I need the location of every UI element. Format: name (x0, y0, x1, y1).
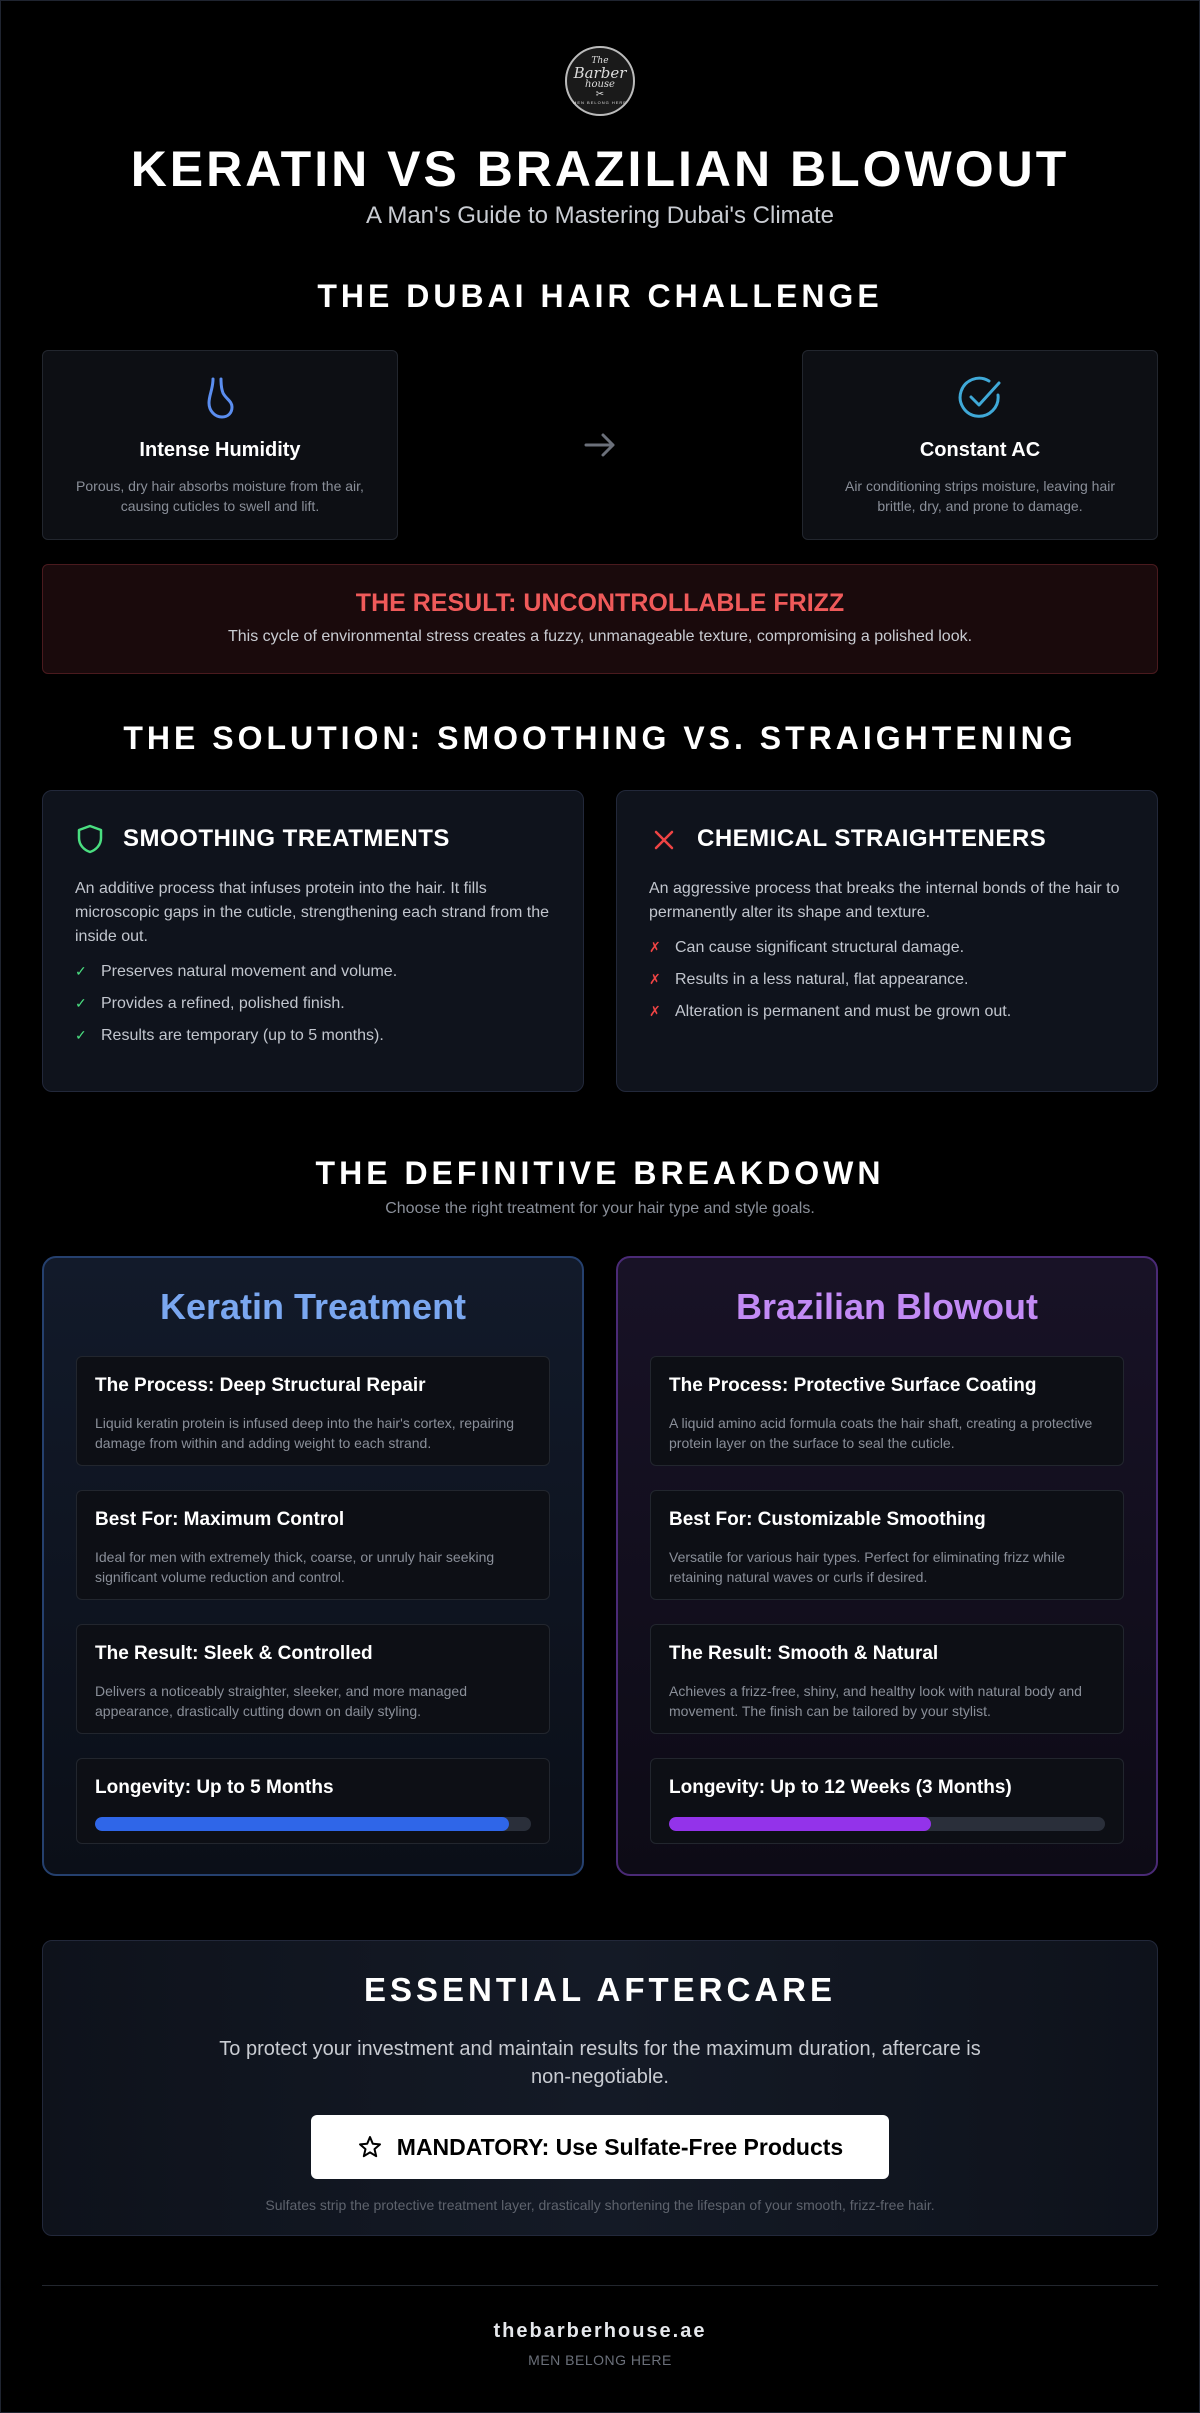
keratin-process-title: The Process: Deep Structural Repair (95, 1375, 426, 1396)
barber-house-logo[interactable] (565, 46, 635, 116)
smoothing-points (75, 963, 551, 1045)
chemical-points (649, 939, 1125, 1021)
keratin-card (42, 1256, 584, 1876)
arrow-right-icon (580, 425, 620, 465)
frizz-result-box (42, 564, 1158, 674)
logo-tagline: MEN BELONG HERE (573, 100, 627, 105)
frizz-result-desc: This cycle of environmental stress creates a fuzzy, unmanageable texture, compromising a polished look. (227, 628, 973, 645)
keratin-result-box (76, 1624, 550, 1734)
cross-icon: ✗ (649, 939, 661, 955)
humidity-card (42, 350, 398, 540)
brazilian-best-desc: Versatile for various hair types. Perfect for eliminating frizz while retaining natural waves or curls if desired. (669, 1549, 1066, 1585)
chemical-desc: An aggressive process that breaks the internal bonds of the hair to permanently alter its shape and texture. (649, 880, 1120, 921)
keratin-longevity-bar (95, 1817, 531, 1831)
footer-site-link[interactable]: thebarberhouse.ae (493, 2320, 707, 2342)
aftercare-desc: To protect your investment and maintain results for the maximum duration, aftercare is non-negotiable. (219, 2038, 981, 2088)
keratin-longevity-box (76, 1758, 550, 1844)
smoothing-desc: An additive process that infuses protein into the hair. It fills microscopic gaps in the cuticle, strengthening each strand from the inside out. (75, 880, 550, 945)
frizz-result-title: THE RESULT: UNCONTROLLABLE FRIZZ (355, 589, 845, 617)
brazilian-longevity-box (650, 1758, 1124, 1844)
aftercare-note: Sulfates strip the protective treatment layer, drastically shortening the lifespan of your smooth, frizz-free hair. (265, 2197, 935, 2213)
aftercare-box (42, 1940, 1158, 2236)
brazilian-card (616, 1256, 1158, 1876)
brazilian-longevity-fill (669, 1817, 931, 1831)
solution-section-title: THE SOLUTION: SMOOTHING VS. STRAIGHTENING (123, 720, 1077, 756)
footer-tagline: MEN BELONG HERE (528, 2352, 672, 2368)
constant-ac-desc: Air conditioning strips moisture, leaving hair brittle, dry, and prone to damage. (844, 478, 1115, 514)
mandatory-label: MANDATORY: Use Sulfate-Free Products (396, 2133, 844, 2160)
smoothing-title: SMOOTHING TREATMENTS (123, 825, 450, 852)
brazilian-process-box (650, 1356, 1124, 1466)
breakdown-subtitle: Choose the right treatment for your hair type and style goals. (385, 1200, 815, 1217)
keratin-title: Keratin Treatment (159, 1286, 467, 1327)
keratin-process-box (76, 1356, 550, 1466)
chemical-card (616, 790, 1158, 1092)
list-item: ✓ Provides a refined, polished finish. (75, 995, 345, 1012)
keratin-best-box (76, 1490, 550, 1600)
breakdown-section-title: THE DEFINITIVE BREAKDOWN (315, 1155, 885, 1191)
list-item: ✓ Preserves natural movement and volume. (75, 963, 398, 980)
check-circle-icon (803, 373, 1157, 423)
list-item: ✓ Results are temporary (up to 5 months). (75, 1027, 384, 1044)
page-subtitle: A Man's Guide to Mastering Dubai's Climate (365, 202, 835, 229)
check-icon: ✓ (75, 995, 87, 1011)
brazilian-best-title: Best For: Customizable Smoothing (669, 1509, 986, 1530)
star-icon (357, 2134, 383, 2160)
keratin-best-title: Best For: Maximum Control (95, 1509, 345, 1530)
footer-divider (42, 2285, 1158, 2286)
constant-ac-card (802, 350, 1158, 540)
aftercare-title: ESSENTIAL AFTERCARE (363, 1971, 837, 2008)
keratin-result-title: The Result: Sleek & Controlled (95, 1643, 373, 1664)
keratin-best-desc: Ideal for men with extremely thick, coarse, or unruly hair seeking significant volume reduction and control. (95, 1549, 495, 1585)
mandatory-sulfate-free-button[interactable] (311, 2115, 889, 2179)
challenge-section-title: THE DUBAI HAIR CHALLENGE (317, 278, 883, 314)
logo-text-house: house (585, 79, 615, 90)
x-icon (649, 823, 679, 855)
humidity-desc: Porous, dry hair absorbs moisture from the air, causing cuticles to swell and lift. (76, 478, 364, 514)
check-icon: ✓ (75, 1027, 87, 1043)
constant-ac-title: Constant AC (919, 439, 1041, 461)
cross-icon: ✗ (649, 971, 661, 987)
brazilian-result-box (650, 1624, 1124, 1734)
page-title: KERATIN VS BRAZILIAN BLOWOUT (130, 141, 1070, 197)
keratin-longevity-label: Longevity: Up to 5 Months (95, 1777, 334, 1798)
smoothing-card (42, 790, 584, 1092)
logo-text-the: The (591, 56, 609, 66)
brazilian-process-title: The Process: Protective Surface Coating (669, 1375, 1037, 1396)
shield-icon (75, 823, 105, 855)
brazilian-best-box (650, 1490, 1124, 1600)
brazilian-result-title: The Result: Smooth & Natural (669, 1643, 939, 1664)
list-item: ✗ Can cause significant structural damage. (649, 939, 965, 956)
chemical-title: CHEMICAL STRAIGHTENERS (697, 825, 1047, 852)
keratin-longevity-fill (95, 1817, 509, 1831)
scissors-icon: ✂ (595, 89, 605, 100)
list-item: ✗ Results in a less natural, flat appearance. (649, 971, 969, 988)
droplet-icon (43, 373, 397, 423)
brazilian-longevity-label: Longevity: Up to 12 Weeks (3 Months) (669, 1777, 1012, 1798)
list-item: ✗ Alteration is permanent and must be grown out. (649, 1003, 1012, 1020)
logo-text-barber: Barber (573, 64, 627, 82)
brazilian-longevity-bar (669, 1817, 1105, 1831)
check-icon: ✓ (75, 963, 87, 979)
brazilian-process-desc: A liquid amino acid formula coats the hair shaft, creating a protective protein layer on the surface to seal the cuticle. (669, 1415, 1093, 1451)
humidity-title: Intense Humidity (139, 439, 301, 461)
cross-icon: ✗ (649, 1003, 661, 1019)
brazilian-title: Brazilian Blowout (735, 1286, 1038, 1327)
brazilian-result-desc: Achieves a frizz-free, shiny, and healthy look with natural body and movement. The finish can be tailored by your stylist. (669, 1683, 1082, 1719)
keratin-result-desc: Delivers a noticeably straighter, sleeker, and more managed appearance, drastically cutting down on daily styling. (95, 1683, 467, 1719)
keratin-process-desc: Liquid keratin protein is infused deep into the hair's cortex, repairing damage from within and adding weight to each strand. (95, 1415, 515, 1451)
